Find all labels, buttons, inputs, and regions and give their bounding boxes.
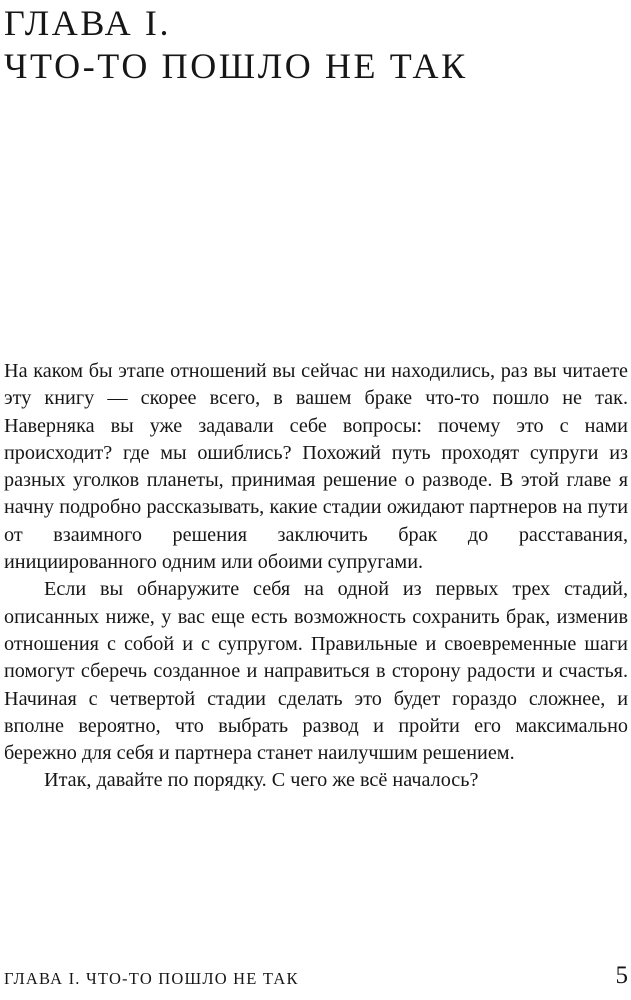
body-text — [4, 358, 628, 795]
paragraph-1: На каком бы этапе отношений вы сейчас ни находились, раз вы читаете эту книгу — скорее всего, в вашем браке что-то пошло не так. Наверняка вы уже задавали себе вопросы: почему это с нами происходит? где мы ошиблись? Похожий путь проходят супруги из разных уголков планеты, принимая решение о разводе. В этой главе я начну подробно рассказывать, какие стадии ожидают партнеров на пути от взаимного решения заключить брак до расставания, инициированного одним или обоими супругами. — [4, 360, 628, 574]
paragraph-3: Итак, давайте по порядку. С чего же всё началось? — [44, 769, 479, 792]
paragraph-2: Если вы обнаружите себя на одной из первых трех стадий, описанных ниже, у вас еще есть возможность сохранить брак, изменив отношения с собой и с супругом. Правильные и своевременные шаги помогут сберечь созданное и направиться в сторону радости и счастья. Начиная с четвертой стадии сделать это будет гораздо сложнее, и вполне вероятно, что выбрать развод и пройти его максимально бережно для себя и партнера станет наилучшим решением. — [4, 578, 628, 765]
page-number: 5 — [615, 962, 628, 989]
running-footer: ГЛАВА I. ЧТО-ТО ПОШЛО НЕ ТАК — [4, 969, 299, 988]
chapter-title: ЧТО-ТО ПОШЛО НЕ ТАК — [4, 46, 468, 86]
chapter-heading — [4, 2, 468, 88]
chapter-label: ГЛАВА I. — [4, 3, 172, 43]
